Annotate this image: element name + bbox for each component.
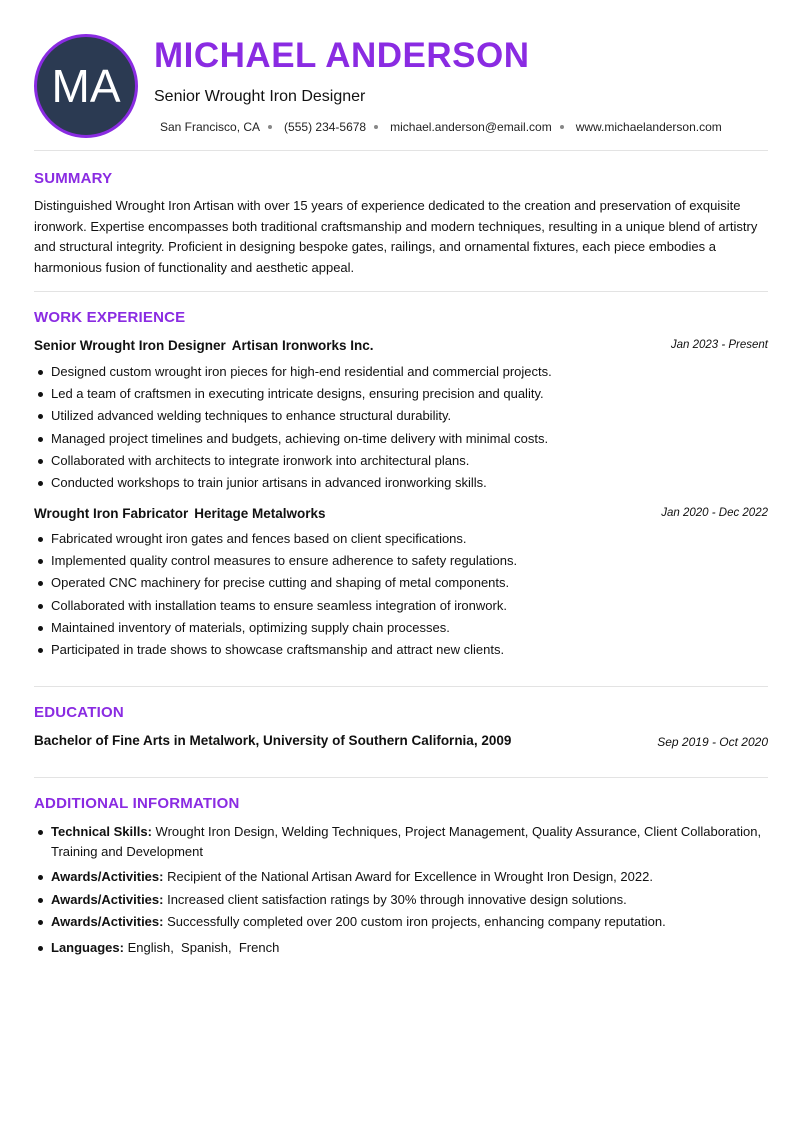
job-bullets [34,528,768,661]
divider [34,150,768,151]
contact-website[interactable]: www.michaelanderson.com [575,120,722,134]
list-item: Maintained inventory of materials, optimizing supply chain processes. [34,617,768,639]
list-item: Operated CNC machinery for precise cutting and shaping of metal components. [34,572,768,594]
list-item [34,912,768,932]
item-label: Languages: [51,939,124,955]
job-header [34,506,768,524]
contact-email[interactable]: michael.anderson@email.com [390,120,552,134]
list-item: Fabricated wrought iron gates and fences based on client specifications. [34,528,768,550]
list-item: Collaborated with architects to integrate ironwork into architectural plans. [34,450,768,472]
contact-line [160,120,722,134]
contact-phone[interactable]: (555) 234-5678 [284,120,367,134]
item-label: Technical Skills: [51,824,152,839]
candidate-role: Senior Wrought Iron Designer [154,88,366,105]
list-item: Collaborated with installation teams to ensure seamless integration of ironwork. [34,595,768,617]
degree: Bachelor of Fine Arts in Metalwork, University of Southern California, 2009 [34,733,512,748]
separator-dot [268,125,272,129]
avatar-initials: MA [51,60,121,112]
item-label: Awards/Activities: [51,914,164,929]
job-company: Artisan Ironworks Inc. [231,338,374,353]
separator-dot [374,125,378,129]
item-text: Wrought Iron Design, Welding Techniques, Project Management, Quality Assurance, Client Collaboration, Training and Development [51,824,762,859]
education-dates: Sep 2019 - Oct 2020 [657,735,768,749]
list-item: Managed project timelines and budgets, achieving on-time delivery with minimal costs. [34,428,768,450]
divider [34,686,768,687]
item-label: Awards/Activities: [51,869,164,884]
job-title-line [34,506,326,521]
divider [34,291,768,292]
job-title: Wrought Iron Fabricator [34,506,189,521]
separator-dot [560,125,564,129]
item-text: English, Spanish, French [123,939,280,955]
education-entry [34,733,768,751]
list-item: Implemented quality control measures to ensure adherence to safety regulations. [34,550,768,572]
divider [34,777,768,778]
list-item [34,890,768,910]
list-item: Utilized advanced welding techniques to enhance structural durability. [34,405,768,427]
item-label: Awards/Activities: [51,891,164,907]
additional-info-heading: ADDITIONAL INFORMATION [34,795,240,812]
job-title: Senior Wrought Iron Designer [34,338,226,353]
item-text: Recipient of the National Artisan Award for Excellence in Wrought Iron Design, 2022. [163,869,653,884]
job-header [34,338,768,356]
job-title-line [34,338,374,353]
job-bullets [34,361,768,494]
list-item: Led a team of craftsmen in executing intricate designs, ensuring precision and quality. [34,383,768,405]
job-dates: Jan 2023 - Present [670,339,768,351]
work-experience-heading: WORK EXPERIENCE [34,309,186,326]
resume-header [34,34,768,138]
contact-location: San Francisco, CA [160,120,261,134]
candidate-name: MICHAEL ANDERSON [154,36,530,75]
list-item [34,822,768,861]
summary-text: Distinguished Wrought Iron Artisan with over 15 years of experience dedicated to the creation and preservation of exquisite ironwork. Expertise encompasses both traditional craftsmanship and modern techniques, resulting in a unique blend of artistry and structural integrity. Proficient in designing bespoke gates, railings, and ornamental fixtures, each piece embodies a harmonious fusion of functionality and aesthetic appeal. [34,198,758,275]
job-company: Heritage Metalworks [194,506,326,521]
summary-heading: SUMMARY [34,170,113,187]
list-item: Participated in trade shows to showcase craftsmanship and attract new clients. [34,639,768,661]
education-heading: EDUCATION [34,704,124,721]
item-text: Successfully completed over 200 custom iron projects, enhancing company reputation. [163,914,666,929]
list-item [34,938,768,958]
additional-info-list [34,822,768,960]
job-dates: Jan 2020 - Dec 2022 [661,507,768,519]
list-item: Conducted workshops to train junior artisans in advanced ironworking skills. [34,472,768,494]
item-text: Increased client satisfaction ratings by 30% through innovative design solutions. [163,891,627,907]
list-item: Designed custom wrought iron pieces for high-end residential and commercial projects. [34,361,768,383]
list-item [34,867,768,887]
avatar [34,34,138,138]
